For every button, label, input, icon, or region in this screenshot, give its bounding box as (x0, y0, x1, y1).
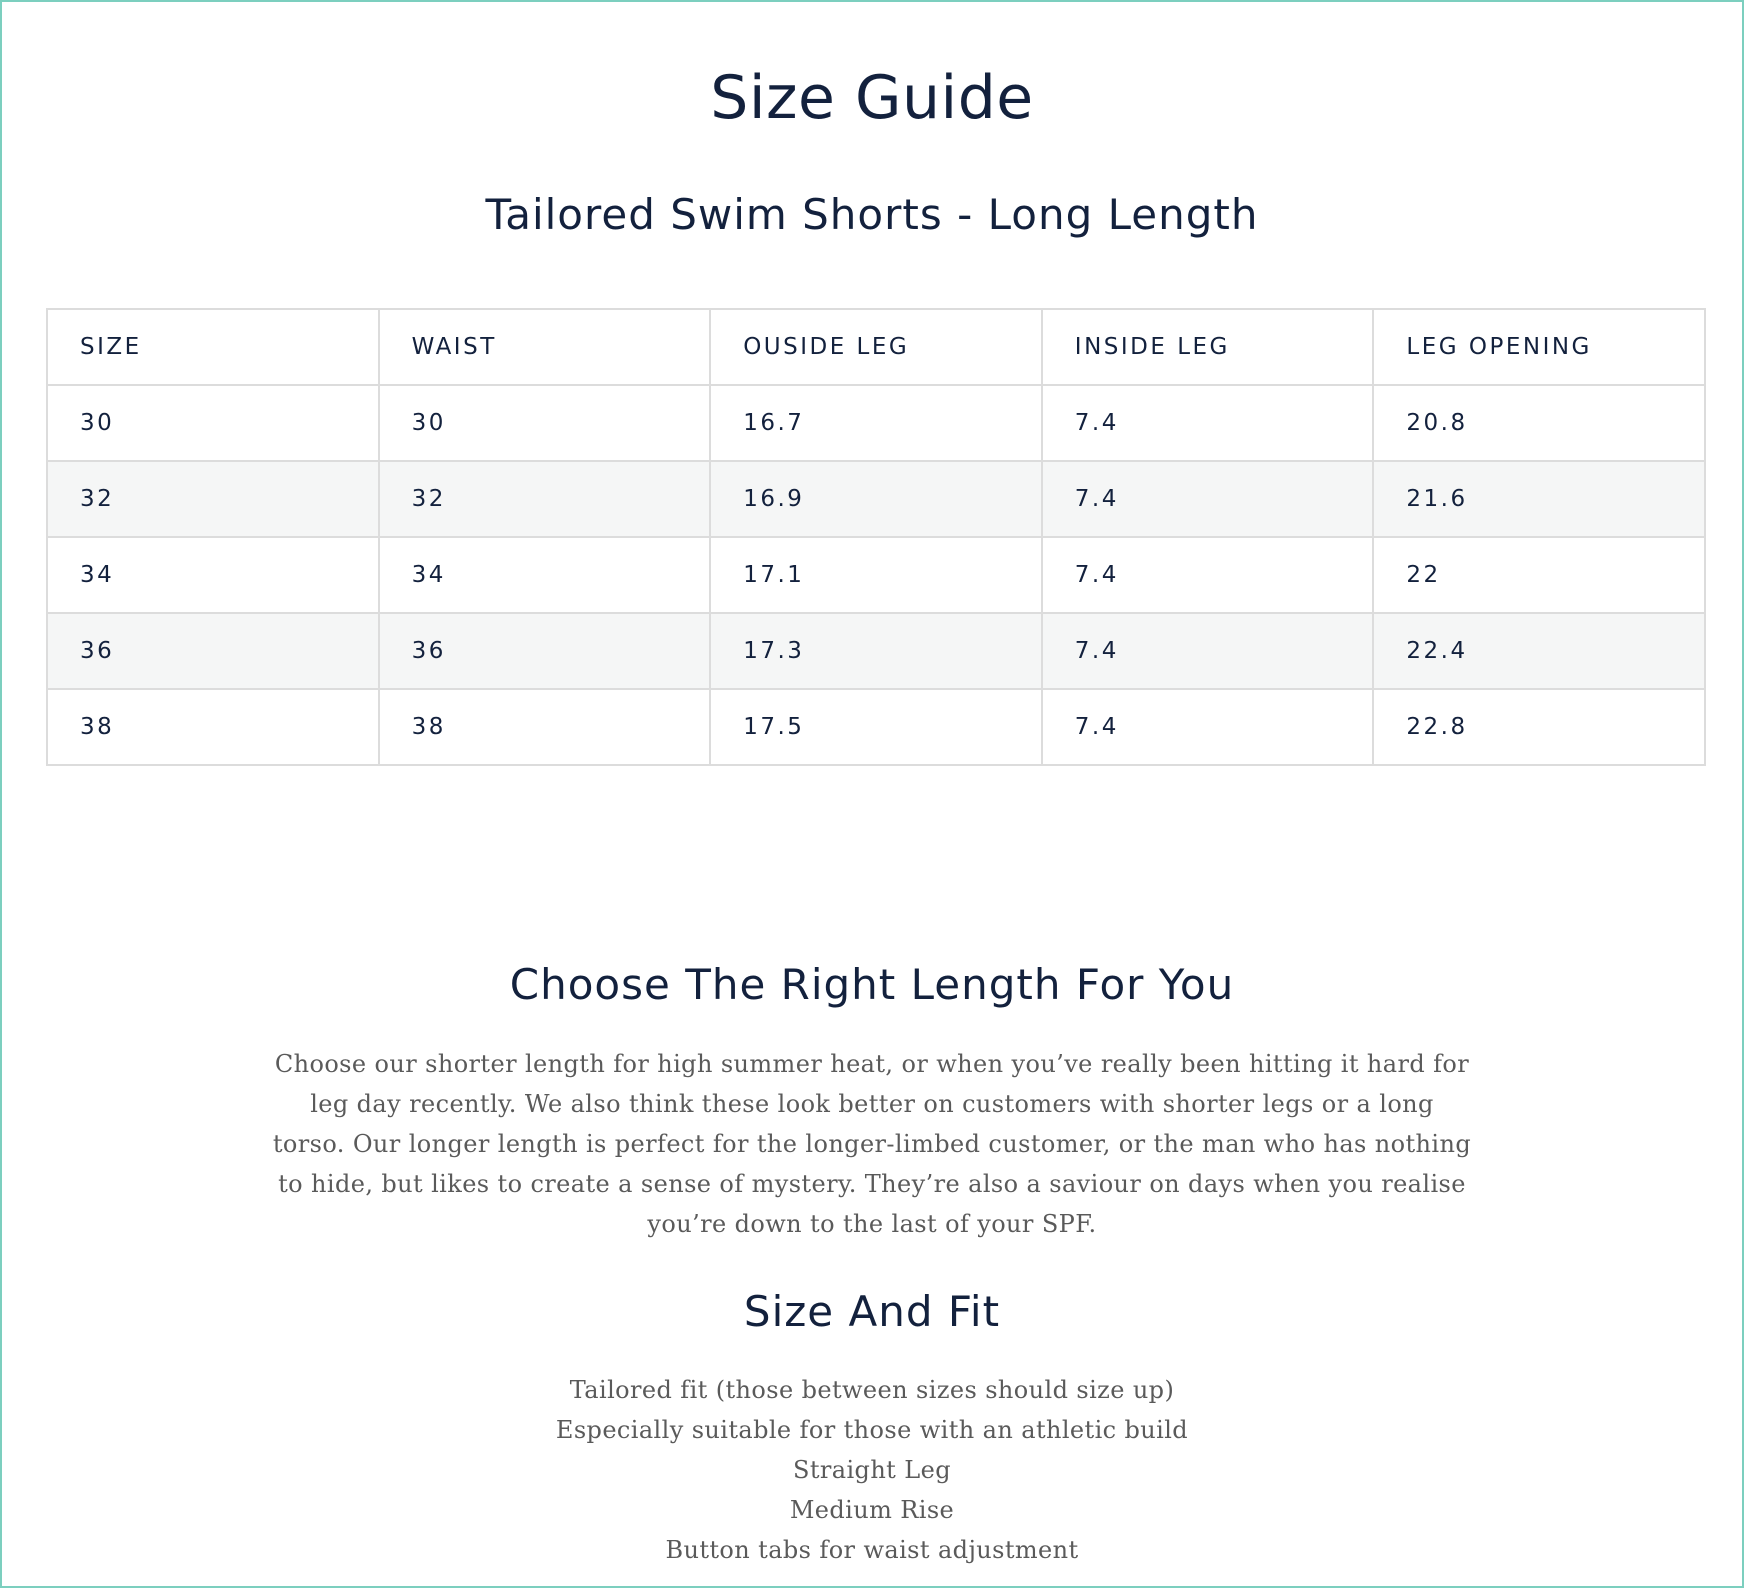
fit-list-item: Straight Leg (793, 1456, 951, 1484)
cell-inside-leg: 7.4 (1042, 461, 1374, 537)
table-row (47, 537, 1705, 613)
cell-inside-leg: 7.4 (1042, 385, 1374, 461)
cell-waist: 38 (379, 689, 711, 765)
cell-leg-opening: 20.8 (1373, 385, 1705, 461)
header-size: SIZE (47, 309, 379, 385)
cell-leg-opening: 22 (1373, 537, 1705, 613)
cell-size: 30 (47, 385, 379, 461)
length-section-body: Choose our shorter length for high summer heat, or when you’ve really been hitting it hard for leg day recently. We also think these look better on customers with shorter legs or a long torso. Our longer length is perfect for the longer-limbed customer, or the man who has nothing to hide, but likes to create a sense of mystery. They’re also a saviour on days when you realise you’re down to the last of your SPF. (272, 1050, 1472, 1238)
cell-inside-leg: 7.4 (1042, 689, 1374, 765)
fit-list-item: Tailored fit (those between sizes should size up) (569, 1376, 1175, 1404)
cell-outside-leg: 17.5 (710, 689, 1042, 765)
fit-section-heading: Size And Fit (743, 1287, 1001, 1336)
cell-size: 36 (47, 613, 379, 689)
fit-list-item: Button tabs for waist adjustment (665, 1536, 1079, 1564)
fit-list-item: Medium Rise (789, 1496, 955, 1524)
cell-leg-opening: 22.8 (1373, 689, 1705, 765)
cell-outside-leg: 16.7 (710, 385, 1042, 461)
cell-outside-leg: 17.1 (710, 537, 1042, 613)
table-row (47, 461, 1705, 537)
length-section-heading: Choose The Right Length For You (509, 960, 1235, 1009)
table-row (47, 613, 1705, 689)
table-row (47, 689, 1705, 765)
page-title: Size Guide (710, 63, 1034, 133)
header-inside-leg: INSIDE LEG (1042, 309, 1374, 385)
fit-list (2, 1370, 1742, 1570)
cell-size: 34 (47, 537, 379, 613)
cell-outside-leg: 16.9 (710, 461, 1042, 537)
header-leg-opening: LEG OPENING (1373, 309, 1705, 385)
cell-waist: 34 (379, 537, 711, 613)
header-waist: WAIST (379, 309, 711, 385)
table-row (47, 385, 1705, 461)
cell-leg-opening: 21.6 (1373, 461, 1705, 537)
table-header-row (47, 309, 1705, 385)
cell-waist: 32 (379, 461, 711, 537)
product-title: Tailored Swim Shorts - Long Length (485, 190, 1259, 239)
size-table (46, 308, 1706, 766)
cell-size: 32 (47, 461, 379, 537)
header-outside-leg: OUSIDE LEG (710, 309, 1042, 385)
cell-outside-leg: 17.3 (710, 613, 1042, 689)
cell-waist: 30 (379, 385, 711, 461)
cell-leg-opening: 22.4 (1373, 613, 1705, 689)
cell-inside-leg: 7.4 (1042, 613, 1374, 689)
fit-list-item: Especially suitable for those with an athletic build (555, 1416, 1189, 1444)
cell-inside-leg: 7.4 (1042, 537, 1374, 613)
cell-size: 38 (47, 689, 379, 765)
cell-waist: 36 (379, 613, 711, 689)
